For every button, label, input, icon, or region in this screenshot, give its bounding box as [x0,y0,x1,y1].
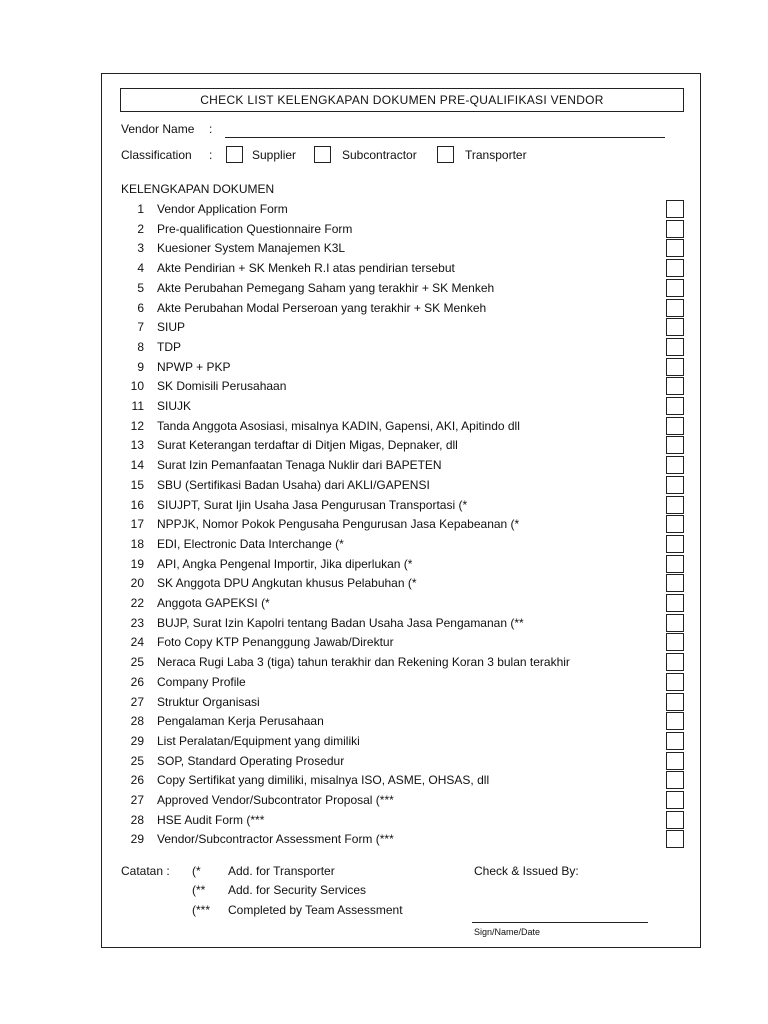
vendor-name-field[interactable] [225,137,665,138]
document-checkbox[interactable] [666,417,684,435]
vendor-name-colon: : [209,122,213,136]
document-row [0,318,768,337]
document-checkbox[interactable] [666,653,684,671]
document-row [0,239,768,258]
document-row [0,555,768,574]
document-number: 7 [137,320,144,334]
document-number: 3 [137,241,144,255]
document-checkbox[interactable] [666,200,684,218]
note-text: Completed by Team Assessment [228,903,403,917]
document-name: Tanda Anggota Asosiasi, misalnya KADIN, Gapensi, AKI, Apitindo dll [157,419,520,433]
document-row [0,259,768,278]
document-checkbox[interactable] [666,220,684,238]
document-checkbox[interactable] [666,496,684,514]
document-name: SIUJPT, Surat Ijin Usaha Jasa Pengurusan Transportasi (* [157,498,468,512]
document-name: Pre-qualification Questionnaire Form [157,222,353,236]
document-row [0,496,768,515]
document-number: 23 [130,616,144,630]
document-title: CHECK LIST KELENGKAPAN DOKUMEN PRE-QUALIFIKASI VENDOR [120,88,684,112]
classification-label: Classification [121,148,192,162]
document-row [0,535,768,554]
document-checkbox[interactable] [666,436,684,454]
document-checkbox[interactable] [666,239,684,257]
note-text: Add. for Security Services [228,883,367,897]
document-name: Foto Copy KTP Penanggung Jawab/Direktur [157,635,394,649]
document-row [0,811,768,830]
document-number: 17 [130,517,144,531]
document-row [0,830,768,849]
document-checkbox[interactable] [666,515,684,533]
document-number: 27 [130,793,144,807]
document-number: 19 [130,557,144,571]
document-row [0,397,768,416]
document-number: 25 [130,655,144,669]
document-name: SK Anggota DPU Angkutan khusus Pelabuhan (* [157,576,417,590]
document-row [0,436,768,455]
document-checkbox[interactable] [666,338,684,356]
transporter-checkbox[interactable] [437,146,454,163]
document-name: Company Profile [157,675,246,689]
document-name: Approved Vendor/Subcontrator Proposal (*** [157,793,394,807]
document-row [0,358,768,377]
document-name: Vendor/Subcontractor Assessment Form (*** [157,832,394,846]
document-checkbox[interactable] [666,673,684,691]
document-checkbox[interactable] [666,633,684,651]
document-name: NPWP + PKP [157,360,231,374]
document-number: 10 [130,379,144,393]
document-number: 4 [137,261,144,275]
subcontractor-option-label: Subcontractor [342,148,417,162]
signature-line[interactable] [472,922,648,923]
document-name: BUJP, Surat Izin Kapolri tentang Badan Usaha Jasa Pengamanan (** [157,616,524,630]
document-checkbox[interactable] [666,279,684,297]
document-number: 26 [130,675,144,689]
document-name: Anggota GAPEKSI (* [157,596,270,610]
document-number: 14 [130,458,144,472]
document-checkbox[interactable] [666,712,684,730]
document-checkbox[interactable] [666,318,684,336]
document-row [0,693,768,712]
document-row [0,279,768,298]
classification-colon: : [209,148,213,162]
document-checkbox[interactable] [666,555,684,573]
document-row [0,653,768,672]
document-number: 29 [130,734,144,748]
document-number: 28 [130,813,144,827]
document-name: Akte Perubahan Modal Perseroan yang terakhir + SK Menkeh [157,301,487,315]
document-checkbox[interactable] [666,594,684,612]
document-row [0,732,768,751]
note-mark: (* [192,864,201,878]
document-number: 16 [130,498,144,512]
document-row [0,633,768,652]
document-row [0,791,768,810]
document-number: 24 [130,635,144,649]
document-row [0,614,768,633]
document-name: SK Domisili Perusahaan [157,379,287,393]
document-number: 12 [130,419,144,433]
document-name: NPPJK, Nomor Pokok Pengusaha Pengurusan Jasa Kepabeanan (* [157,517,520,531]
section-heading: KELENGKAPAN DOKUMEN [121,182,275,196]
check-issued-by-label: Check & Issued By: [474,864,579,878]
document-name: SIUP [157,320,186,334]
document-number: 8 [137,340,144,354]
document-number: 25 [130,754,144,768]
document-name: Copy Sertifikat yang dimiliki, misalnya ISO, ASME, OHSAS, dll [157,773,490,787]
note-mark: (** [192,883,206,897]
document-name: Akte Perubahan Pemegang Saham yang terakhir + SK Menkeh [157,281,495,295]
document-name: HSE Audit Form (*** [157,813,265,827]
document-number: 2 [137,222,144,236]
document-name: EDI, Electronic Data Interchange (* [157,537,344,551]
document-number: 28 [130,714,144,728]
document-row [0,515,768,534]
note-mark: (*** [192,903,211,917]
document-checkbox[interactable] [666,771,684,789]
document-name: API, Angka Pengenal Importir, Jika diperlukan (* [157,557,413,571]
supplier-option-label: Supplier [252,148,297,162]
document-name: SIUJK [157,399,192,413]
document-name: Surat Keterangan terdaftar di Ditjen Migas, Depnaker, dll [157,438,458,452]
document-number: 15 [130,478,144,492]
document-number: 5 [137,281,144,295]
document-checkbox[interactable] [666,811,684,829]
document-row [0,456,768,475]
note-text: Add. for Transporter [228,864,335,878]
document-name: TDP [157,340,181,354]
document-row [0,377,768,396]
document-checkbox[interactable] [666,752,684,770]
document-number: 22 [130,596,144,610]
document-row [0,574,768,593]
document-checkbox[interactable] [666,299,684,317]
document-row [0,673,768,692]
document-number: 11 [131,399,144,413]
document-name: SOP, Standard Operating Prosedur [157,754,345,768]
document-row [0,771,768,790]
document-checkbox[interactable] [666,358,684,376]
subcontractor-checkbox[interactable] [314,146,331,163]
vendor-name-label: Vendor Name [121,122,195,136]
document-checkbox[interactable] [666,259,684,277]
document-row [0,299,768,318]
document-name: Kuesioner System Manajemen K3L [157,241,346,255]
document-row [0,752,768,771]
document-name: Neraca Rugi Laba 3 (tiga) tahun terakhir dan Rekening Koran 3 bulan terakhir [157,655,570,669]
document-checkbox[interactable] [666,377,684,395]
document-number: 29 [130,832,144,846]
document-name: SBU (Sertifikasi Badan Usaha) dari AKLI/GAPENSI [157,478,430,492]
document-row [0,417,768,436]
document-checkbox[interactable] [666,397,684,415]
document-number: 6 [137,301,144,315]
document-checkbox[interactable] [666,830,684,848]
document-row [0,220,768,239]
document-checkbox[interactable] [666,614,684,632]
sign-caption: Sign/Name/Date [474,927,541,937]
document-row [0,594,768,613]
supplier-checkbox[interactable] [226,146,243,163]
document-checkbox[interactable] [666,456,684,474]
document-number: 27 [130,695,144,709]
transporter-option-label: Transporter [465,148,527,162]
document-number: 1 [137,202,144,216]
document-name: Pengalaman Kerja Perusahaan [157,714,324,728]
document-row [0,338,768,357]
document-checkbox[interactable] [666,693,684,711]
notes-label: Catatan : [121,864,170,878]
document-name: Surat Izin Pemanfaatan Tenaga Nuklir dari BAPETEN [157,458,442,472]
document-name: List Peralatan/Equipment yang dimiliki [157,734,360,748]
document-row [0,476,768,495]
document-checkbox[interactable] [666,791,684,809]
document-row [0,200,768,219]
document-name: Struktur Organisasi [157,695,260,709]
document-number: 18 [130,537,144,551]
document-number: 9 [137,360,144,374]
document-checkbox[interactable] [666,574,684,592]
document-name: Vendor Application Form [157,202,288,216]
document-name: Akte Pendirian + SK Menkeh R.I atas pendirian tersebut [157,261,455,275]
document-number: 13 [130,438,144,452]
document-number: 20 [130,576,144,590]
document-row [0,712,768,731]
document-checkbox[interactable] [666,476,684,494]
document-checkbox[interactable] [666,535,684,553]
document-checkbox[interactable] [666,732,684,750]
document-number: 26 [130,773,144,787]
